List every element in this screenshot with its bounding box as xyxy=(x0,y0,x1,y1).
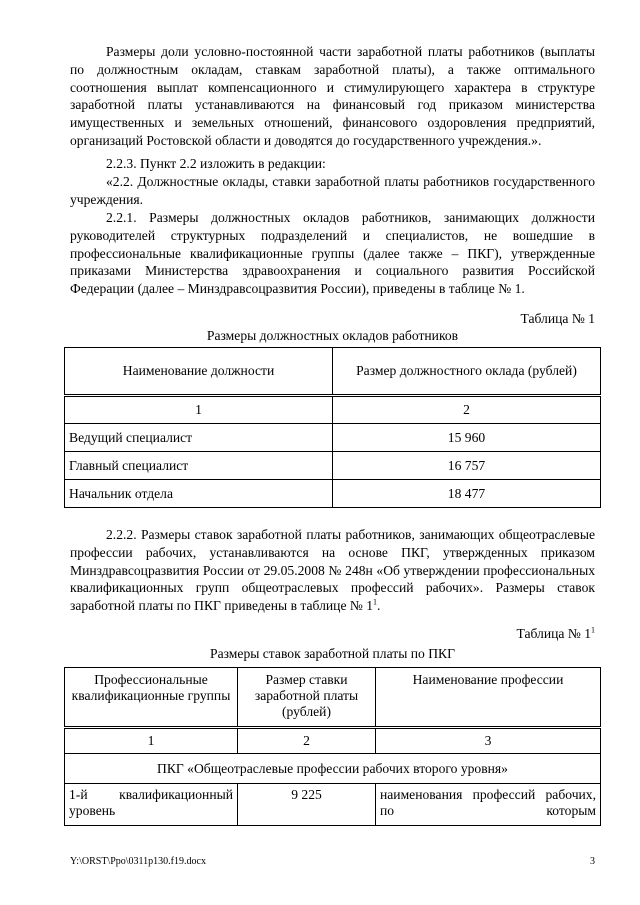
paragraph-salary-share: Размеры доли условно-постоянной части заработной платы работников (выплаты по должностным окладам, ставкам заработной платы), а также оптимального соотношения выплат компенсационного и стимулирующего характера в структуре заработной платы устанавливаются на финансовый год приказом министерства имущественных и земельных отношений, финансового оздоровления предприятий, организаций Ростовской области и доводятся до государственного учреждения.». xyxy=(70,44,595,148)
table1-header-position: Наименование должности xyxy=(65,348,333,396)
table2-profession: наименования профессий рабочих, по которым xyxy=(376,784,601,826)
table2-label-text: Таблица № 1 xyxy=(516,626,591,641)
table2-rate: 9 225 xyxy=(238,784,376,826)
table1-label: Таблица № 1 xyxy=(520,311,595,326)
paragraph-item-2-2-1: 2.2.1. Размеры должностных окладов работников, занимающих должности руководителей структурных подразделений и специалистов, не вошедшие в профессиональные квалификационные группы (далее также – ПКГ), утвержденные приказами Министерства здравоохранения и социального развития Российской Федерации (далее – Минздравсоцразвития России), приведены в таблице № 1. xyxy=(70,210,595,297)
paragraph-item-2-2-2-sup: 1 xyxy=(373,597,378,607)
table2-num-2: 2 xyxy=(238,728,376,754)
table-row xyxy=(65,784,601,826)
table2-label xyxy=(516,626,595,642)
table1-caption: Размеры должностных окладов работников xyxy=(206,328,459,343)
paragraph-item-2-2-2-text: 2.2.2. Размеры ставок заработной платы работников, занимающих общеотраслевые профессии рабочих, устанавливаются на основе ПКГ, утвержденных приказом Минздравсоцразвития России от 29.05.2008 № 248н «Об утверждении профессиональных квалификационных групп общеотраслевых профессий рабочих». Размеры ставок заработной платы по ПКГ приведены в таблице № 1 xyxy=(70,527,595,614)
paragraph-item-2-2-2 xyxy=(70,526,595,615)
table2-label-sup: 1 xyxy=(591,625,595,635)
table2-caption: Размеры ставок заработной платы по ПКГ xyxy=(210,646,455,661)
table2-header-profession: Наименование профессии xyxy=(376,668,601,728)
table2-header-rate: Размер ставки заработной платы (рублей) xyxy=(238,668,376,728)
table1-header-row xyxy=(65,348,601,396)
table-row xyxy=(65,452,601,480)
table-row xyxy=(65,424,601,452)
table2-numbering-row xyxy=(65,728,601,754)
table1-salary: 16 757 xyxy=(333,452,601,480)
table1-num-2: 2 xyxy=(333,396,601,424)
table1-numbering-row xyxy=(65,396,601,424)
table1-position: Главный специалист xyxy=(65,452,333,480)
table2 xyxy=(64,667,601,826)
table1-salary: 15 960 xyxy=(333,424,601,452)
table2-num-3: 3 xyxy=(376,728,601,754)
table1-position: Начальник отдела xyxy=(65,480,333,508)
table1-position: Ведущий специалист xyxy=(65,424,333,452)
table1-num-1: 1 xyxy=(65,396,333,424)
table-row xyxy=(65,480,601,508)
paragraph-item-2-2-3: 2.2.3. Пункт 2.2 изложить в редакции: xyxy=(106,156,326,171)
table2-num-1: 1 xyxy=(65,728,238,754)
paragraph-item-2-2: «2.2. Должностные оклады, ставки заработной платы работников государственного учреждения. xyxy=(70,174,595,207)
table2-group-row xyxy=(65,754,601,784)
table2-header-group: Профессиональные квалификационные группы xyxy=(65,668,238,728)
footer-file-path: Y:\ORST\Ppo\0311p130.f19.docx xyxy=(70,856,206,867)
table2-level: 1-й квалификационный уровень xyxy=(65,784,238,826)
paragraph-item-2-2-2-end: . xyxy=(377,598,381,614)
table2-group-title: ПКГ «Общеотраслевые профессии рабочих второго уровня» xyxy=(65,754,601,784)
table1-header-salary: Размер должностного оклада (рублей) xyxy=(333,348,601,396)
table1 xyxy=(64,347,601,508)
footer-page-number: 3 xyxy=(590,856,595,867)
table2-header-row xyxy=(65,668,601,728)
table1-salary: 18 477 xyxy=(333,480,601,508)
